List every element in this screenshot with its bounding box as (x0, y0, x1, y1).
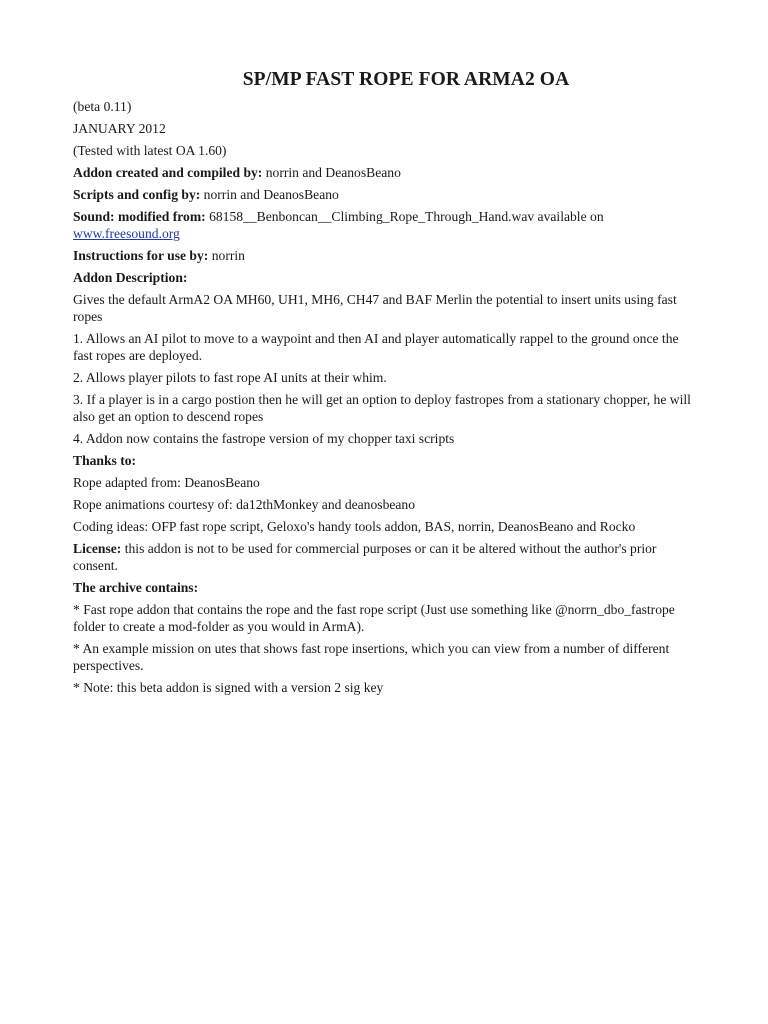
addon-credit-value: norrin and DeanosBeano (262, 165, 401, 180)
instructions-credit-value: norrin (208, 248, 245, 263)
license-line (73, 540, 693, 574)
archive-heading: The archive contains: (73, 580, 199, 595)
sound-credit-line (73, 208, 693, 242)
description-item: 3. If a player is in a cargo postion then he will get an option to deploy fastropes from a stationary chopper, he will also get an option to descend ropes (73, 392, 691, 424)
thanks-heading: Thanks to: (73, 453, 137, 468)
archive-item: * An example mission on utes that shows fast rope insertions, which you can view from a number of different perspectives. (73, 641, 670, 673)
tested-line: (Tested with latest OA 1.60) (73, 143, 227, 158)
description-item: 4. Addon now contains the fastrope version of my chopper taxi scripts (73, 431, 455, 446)
archive-item: * Note: this beta addon is signed with a version 2 sig key (73, 680, 384, 695)
addon-credit-line (73, 164, 693, 181)
version-line: (beta 0.11) (73, 99, 132, 114)
scripts-credit-line (73, 186, 693, 203)
instructions-credit-line (73, 247, 693, 264)
date-line: JANUARY 2012 (73, 121, 166, 136)
license-label: License: (73, 541, 122, 556)
freesound-link[interactable]: www.freesound.org (73, 226, 180, 241)
description-item: 1. Allows an AI pilot to move to a waypoint and then AI and player automatically rappel to the ground once the fast ropes are deployed. (73, 331, 679, 363)
description-item: 2. Allows player pilots to fast rope AI units at their whim. (73, 370, 387, 385)
sound-credit-value: 68158__Benboncan__Climbing_Rope_Through_Hand.wav available on (205, 209, 604, 224)
sound-credit-label: Sound: modified from: (73, 209, 206, 224)
archive-item: * Fast rope addon that contains the rope and the fast rope script (Just use something like @norrn_dbo_fastrope folder to create a mod-folder as you would in ArmA). (73, 602, 675, 634)
thanks-item: Rope adapted from: DeanosBeano (73, 475, 260, 490)
thanks-item: Rope animations courtesy of: da12thMonkey and deanosbeano (73, 497, 416, 512)
scripts-credit-label: Scripts and config by: (73, 187, 201, 202)
document-title: SP/MP FAST ROPE FOR ARMA2 OA (242, 69, 570, 90)
instructions-credit-label: Instructions for use by: (73, 248, 209, 263)
scripts-credit-value: norrin and DeanosBeano (200, 187, 339, 202)
description-intro: Gives the default ArmA2 OA MH60, UH1, MH6, CH47 and BAF Merlin the potential to insert units using fast ropes (73, 292, 677, 324)
description-heading: Addon Description: (73, 270, 188, 285)
thanks-item: Coding ideas: OFP fast rope script, Geloxo's handy tools addon, BAS, norrin, DeanosBeano and Rocko (73, 519, 636, 534)
addon-credit-label: Addon created and compiled by: (73, 165, 263, 180)
document-page (73, 68, 693, 701)
license-text: this addon is not to be used for commercial purposes or can it be altered without the author's prior consent. (73, 541, 657, 573)
